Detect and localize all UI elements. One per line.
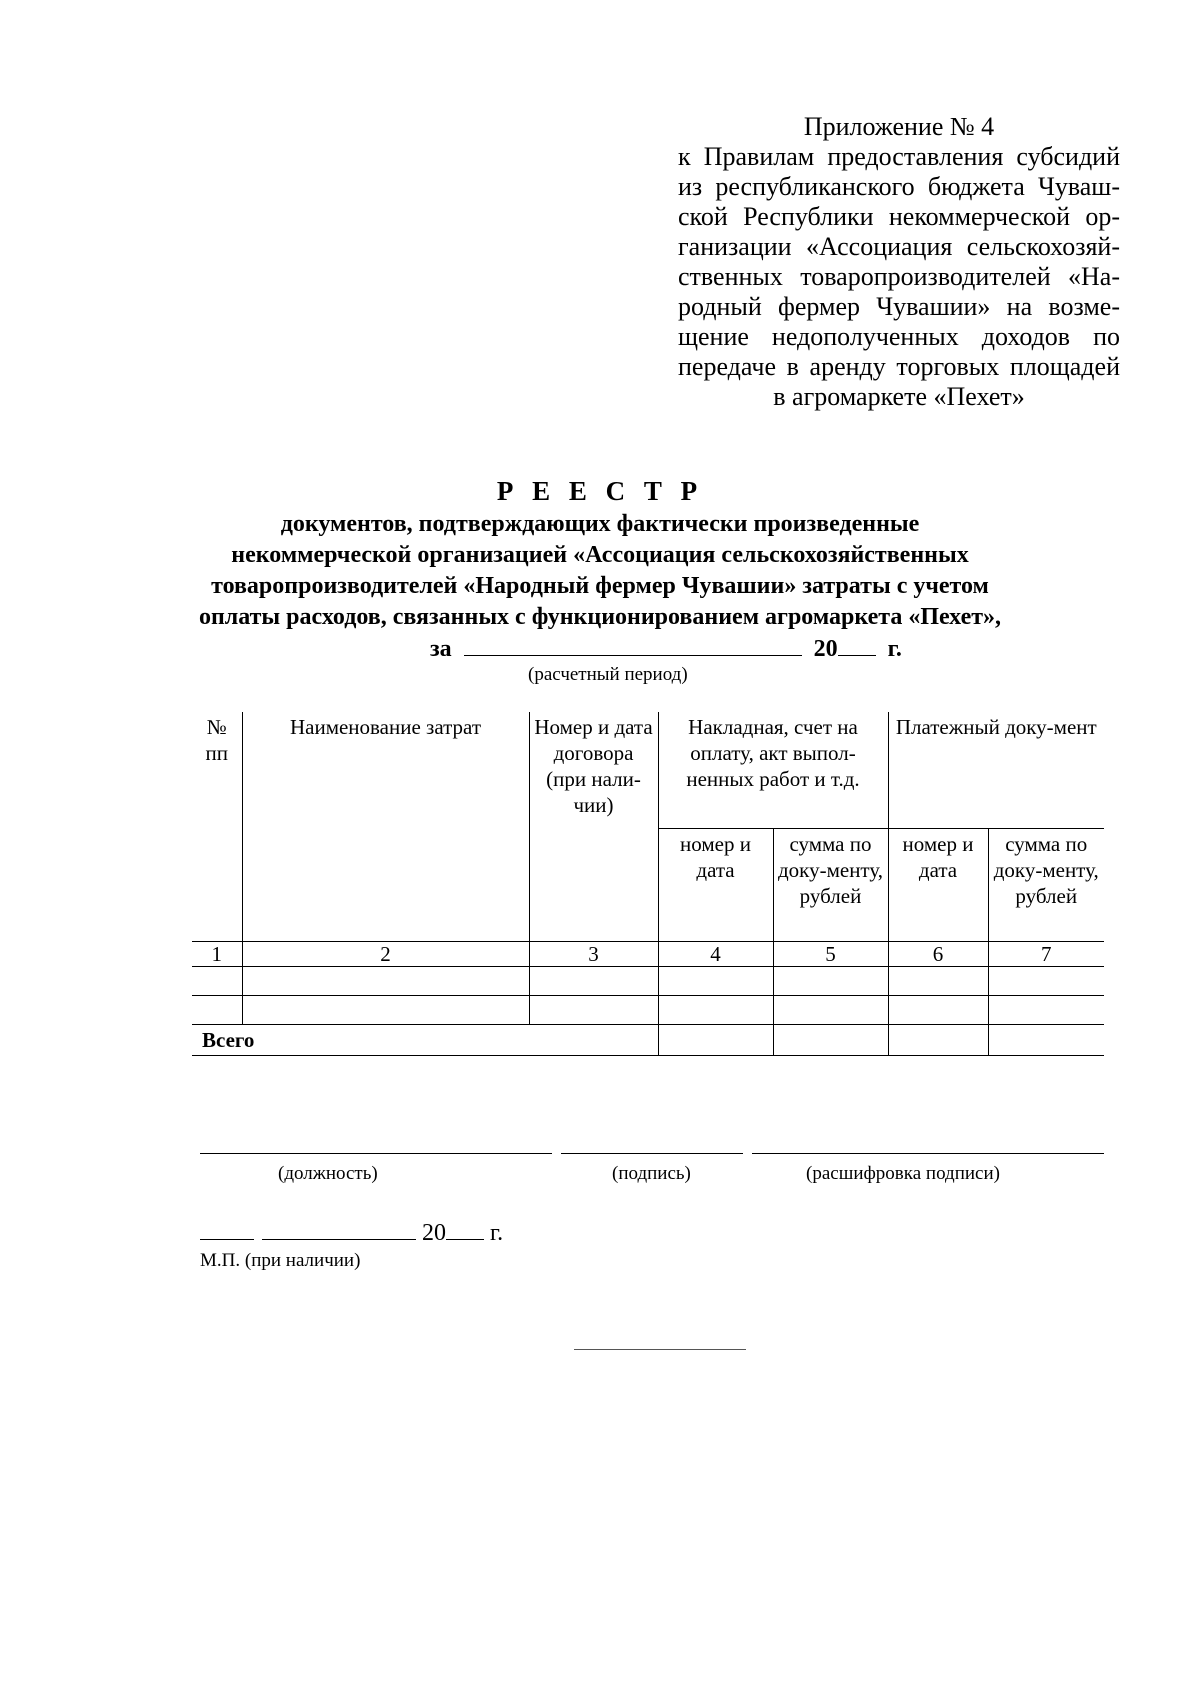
total-row: [192, 1025, 1104, 1056]
header-payment-group: Платежный доку-мент: [888, 712, 1104, 829]
table-cell[interactable]: [658, 996, 773, 1025]
signature-decode-line[interactable]: [752, 1153, 1104, 1154]
table-cell[interactable]: [192, 996, 242, 1025]
end-divider: [574, 1349, 746, 1350]
title-line: товаропроизводителей «Народный фермер Чувашии» затраты с учетом: [211, 573, 989, 599]
table-row: [192, 996, 1104, 1025]
total-cell[interactable]: [773, 1025, 888, 1056]
period-caption: (расчетный период): [528, 664, 688, 685]
column-number: 4: [658, 942, 773, 967]
date-row: [200, 1219, 503, 1247]
column-number: 5: [773, 942, 888, 967]
annex-body: [678, 142, 1120, 412]
date-day-blank[interactable]: [200, 1219, 254, 1240]
header-contract: Номер и дата договора (при нали-чии): [529, 712, 658, 942]
period-year-blank[interactable]: [838, 633, 876, 656]
date-suffix: г.: [490, 1220, 504, 1246]
table-cell[interactable]: [242, 996, 529, 1025]
title-line: документов, подтверждающих фактически произведенные: [280, 511, 920, 537]
annex-line: родный фермер Чувашии» на возме-: [678, 292, 1120, 321]
header-payment-sum: сумма по доку-менту, рублей: [988, 829, 1104, 942]
title-heading: Р Е Е С Т Р: [496, 476, 704, 506]
table-cell[interactable]: [988, 967, 1104, 996]
period-blank-field[interactable]: [464, 633, 802, 656]
header-invoice-group: Накладная, счет на оплату, акт выпол-ненных работ и т.д.: [658, 712, 888, 829]
total-cell[interactable]: [658, 1025, 773, 1056]
annex-line: ганизации «Ассоциация сельскохозяй-: [678, 232, 1120, 261]
column-number: 3: [529, 942, 658, 967]
header-invoice-sum: сумма по доку-менту, рублей: [773, 829, 888, 942]
annex-line: из республиканского бюджета Чуваш-: [678, 172, 1120, 201]
column-numbers-row: [192, 942, 1104, 967]
table-cell[interactable]: [529, 996, 658, 1025]
table-cell[interactable]: [192, 967, 242, 996]
period-year: 20: [813, 636, 838, 662]
date-year: 20: [422, 1220, 446, 1246]
annex-line: щение недополученных доходов по: [678, 322, 1120, 351]
column-number: 6: [888, 942, 988, 967]
total-cell[interactable]: [988, 1025, 1104, 1056]
total-label: Всего: [192, 1025, 658, 1056]
table-row: [192, 967, 1104, 996]
annex-line: ственных товаропроизводителей «На-: [678, 262, 1120, 291]
annex-number: Приложение № 4: [803, 112, 995, 141]
annex-line: передаче в аренду торговых площадей: [678, 352, 1120, 381]
signature-line[interactable]: [561, 1153, 743, 1154]
position-line[interactable]: [200, 1153, 552, 1154]
period-row: [430, 633, 902, 663]
decode-caption: (расшифровка подписи): [806, 1163, 1000, 1184]
table-cell[interactable]: [773, 996, 888, 1025]
table-cell[interactable]: [888, 967, 988, 996]
period-suffix: г.: [887, 636, 902, 662]
table-cell[interactable]: [242, 967, 529, 996]
annex-last-line: в агромаркете «Пехет»: [773, 382, 1025, 411]
registry-table: [192, 712, 1104, 1056]
table-cell[interactable]: [773, 967, 888, 996]
document-title: [150, 476, 1050, 633]
column-number: 2: [242, 942, 529, 967]
table-cell[interactable]: [658, 967, 773, 996]
header-payment-number: номер и дата: [888, 829, 988, 942]
date-month-blank[interactable]: [262, 1219, 416, 1240]
column-number: 1: [192, 942, 242, 967]
table-cell[interactable]: [888, 996, 988, 1025]
annex-block: [678, 112, 1120, 412]
total-cell[interactable]: [888, 1025, 988, 1056]
title-line: некоммерческой организацией «Ассоциация сельскохозяйственных: [231, 542, 969, 568]
annex-line: к Правилам предоставления субсидий: [678, 142, 1120, 171]
date-year-blank[interactable]: [446, 1219, 484, 1240]
title-line: оплаты расходов, связанных с функционированием агромаркета «Пехет»,: [198, 604, 1002, 630]
header-invoice-number: номер и дата: [658, 829, 773, 942]
header-expense-name: Наименование затрат: [242, 712, 529, 942]
column-number: 7: [988, 942, 1104, 967]
stamp-caption: М.П. (при наличии): [200, 1250, 361, 1271]
signature-caption: (подпись): [612, 1163, 691, 1184]
table-cell[interactable]: [529, 967, 658, 996]
annex-line: ской Республики некоммерческой ор-: [678, 202, 1120, 231]
header-number: № пп: [192, 712, 242, 942]
position-caption: (должность): [278, 1163, 378, 1184]
period-prefix: за: [430, 636, 452, 662]
table-cell[interactable]: [988, 996, 1104, 1025]
